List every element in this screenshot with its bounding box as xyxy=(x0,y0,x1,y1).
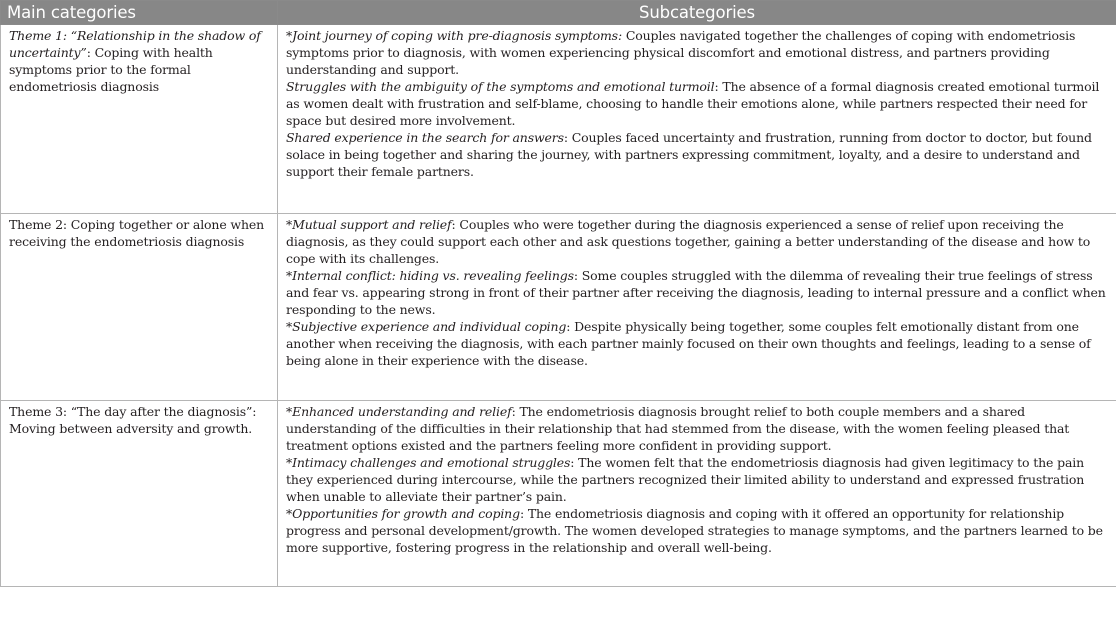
subcategory-text: : Despite physically being together, some couples felt emotionally distant from one another when receiving the diagnosis, with each partner mainly focused on their own thoughts and feelings, leading to a sense of being alone in their experience with the disease. xyxy=(286,319,1091,368)
theme-3-cell xyxy=(1,401,278,587)
theme-3-description: Theme 3: “The day after the diagnosis”: Moving between adversity and growth. xyxy=(9,404,257,436)
subcategory-item xyxy=(286,267,1110,318)
subcategory-text: : Couples faced uncertainty and frustration, running from doctor to doctor, but found solace in being together and sharing the journey, with partners expressing commitment, loyalty, and a desire to understand and support their female partners. xyxy=(286,130,1092,179)
table-row xyxy=(1,401,1116,587)
header-row xyxy=(1,1,1116,25)
subcategory-title: Struggles with the ambiguity of the symptoms and emotional turmoil xyxy=(286,79,715,94)
subcategory-item xyxy=(286,318,1110,369)
subcategory-title: *Intimacy challenges and emotional struggles xyxy=(286,455,571,470)
subcategory-text: : The endometriosis diagnosis and coping with it offered an opportunity for relationship progress and personal development/growth. The women developed strategies to manage symptoms, and the partners learned to be more supportive, fostering progress in the relationship and overall well-being. xyxy=(286,506,1103,555)
subcategory-text: Couples navigated together the challenges of coping with endometriosis symptoms prior to diagnosis, with women experiencing physical discomfort and emotional distress, and partners providing understanding and support. xyxy=(286,28,1076,77)
theme-2-cell xyxy=(1,214,278,401)
subcategory-text: : The absence of a formal diagnosis created emotional turmoil as women dealt with frustration and self-blame, choosing to handle their emotions alone, while partners respected their need for space but desired more involvement. xyxy=(286,79,1100,128)
subcategory-item xyxy=(286,454,1110,505)
subcategory-title: *Joint journey of coping with pre-diagnosis symptoms: xyxy=(286,28,623,43)
subcategory-item xyxy=(286,403,1110,454)
subcategory-item xyxy=(286,216,1110,267)
subcategory-item xyxy=(286,78,1110,129)
subcategory-title: *Subjective experience and individual coping xyxy=(286,319,567,334)
table-row xyxy=(1,214,1116,401)
table-row xyxy=(1,25,1116,214)
header-subcategories: Subcategories xyxy=(278,1,1116,25)
subcategory-text: : The women felt that the endometriosis diagnosis had given legitimacy to the pain they experienced during intercourse, while the partners recognized their limited ability to understand and expressed frustration when unable to alleviate their partner’s pain. xyxy=(286,455,1085,504)
theme-2-subcategories xyxy=(278,214,1116,401)
theme-3-subcategories xyxy=(278,401,1116,587)
subcategory-item xyxy=(286,505,1110,556)
theme-1-subcategories xyxy=(278,25,1116,214)
subcategory-text: : Some couples struggled with the dilemma of revealing their true feelings of stress and fear vs. appearing strong in front of their partner after receiving the diagnosis, leading to internal pressure and a conflict when responding to the news. xyxy=(286,268,1106,317)
theme-1-cell xyxy=(1,25,278,214)
subcategory-item xyxy=(286,27,1110,78)
subcategory-title: *Internal conflict: hiding vs. revealing feelings xyxy=(286,268,574,283)
theme-2-description: Theme 2: Coping together or alone when receiving the endometriosis diagnosis xyxy=(9,217,264,249)
subcategory-text: : Couples who were together during the diagnosis experienced a sense of relief upon receiving the diagnosis, as they could support each other and ask questions together, gaining a better understanding of the disease and how to cope with its challenges. xyxy=(286,217,1091,266)
subcategory-title: *Opportunities for growth and coping xyxy=(286,506,520,521)
subcategory-title: *Mutual support and relief xyxy=(286,217,452,232)
theme-1-description: : Coping with health symptoms prior to the formal endometriosis diagnosis xyxy=(9,45,213,94)
subcategory-title: Shared experience in the search for answers xyxy=(286,130,564,145)
subcategory-item xyxy=(286,129,1110,180)
subcategory-title: *Enhanced understanding and relief xyxy=(286,404,512,419)
subcategory-text: : The endometriosis diagnosis brought relief to both couple members and a shared understanding of the difficulties in their relationship that had stemmed from the disease, with the women feeling pleased that treatment options existed and the partners feeling more confident in providing support. xyxy=(286,404,1070,453)
theme-1-title: Theme 1: “Relationship in the shadow of uncertainty” xyxy=(9,28,261,60)
header-main-categories: Main categories xyxy=(1,1,278,25)
